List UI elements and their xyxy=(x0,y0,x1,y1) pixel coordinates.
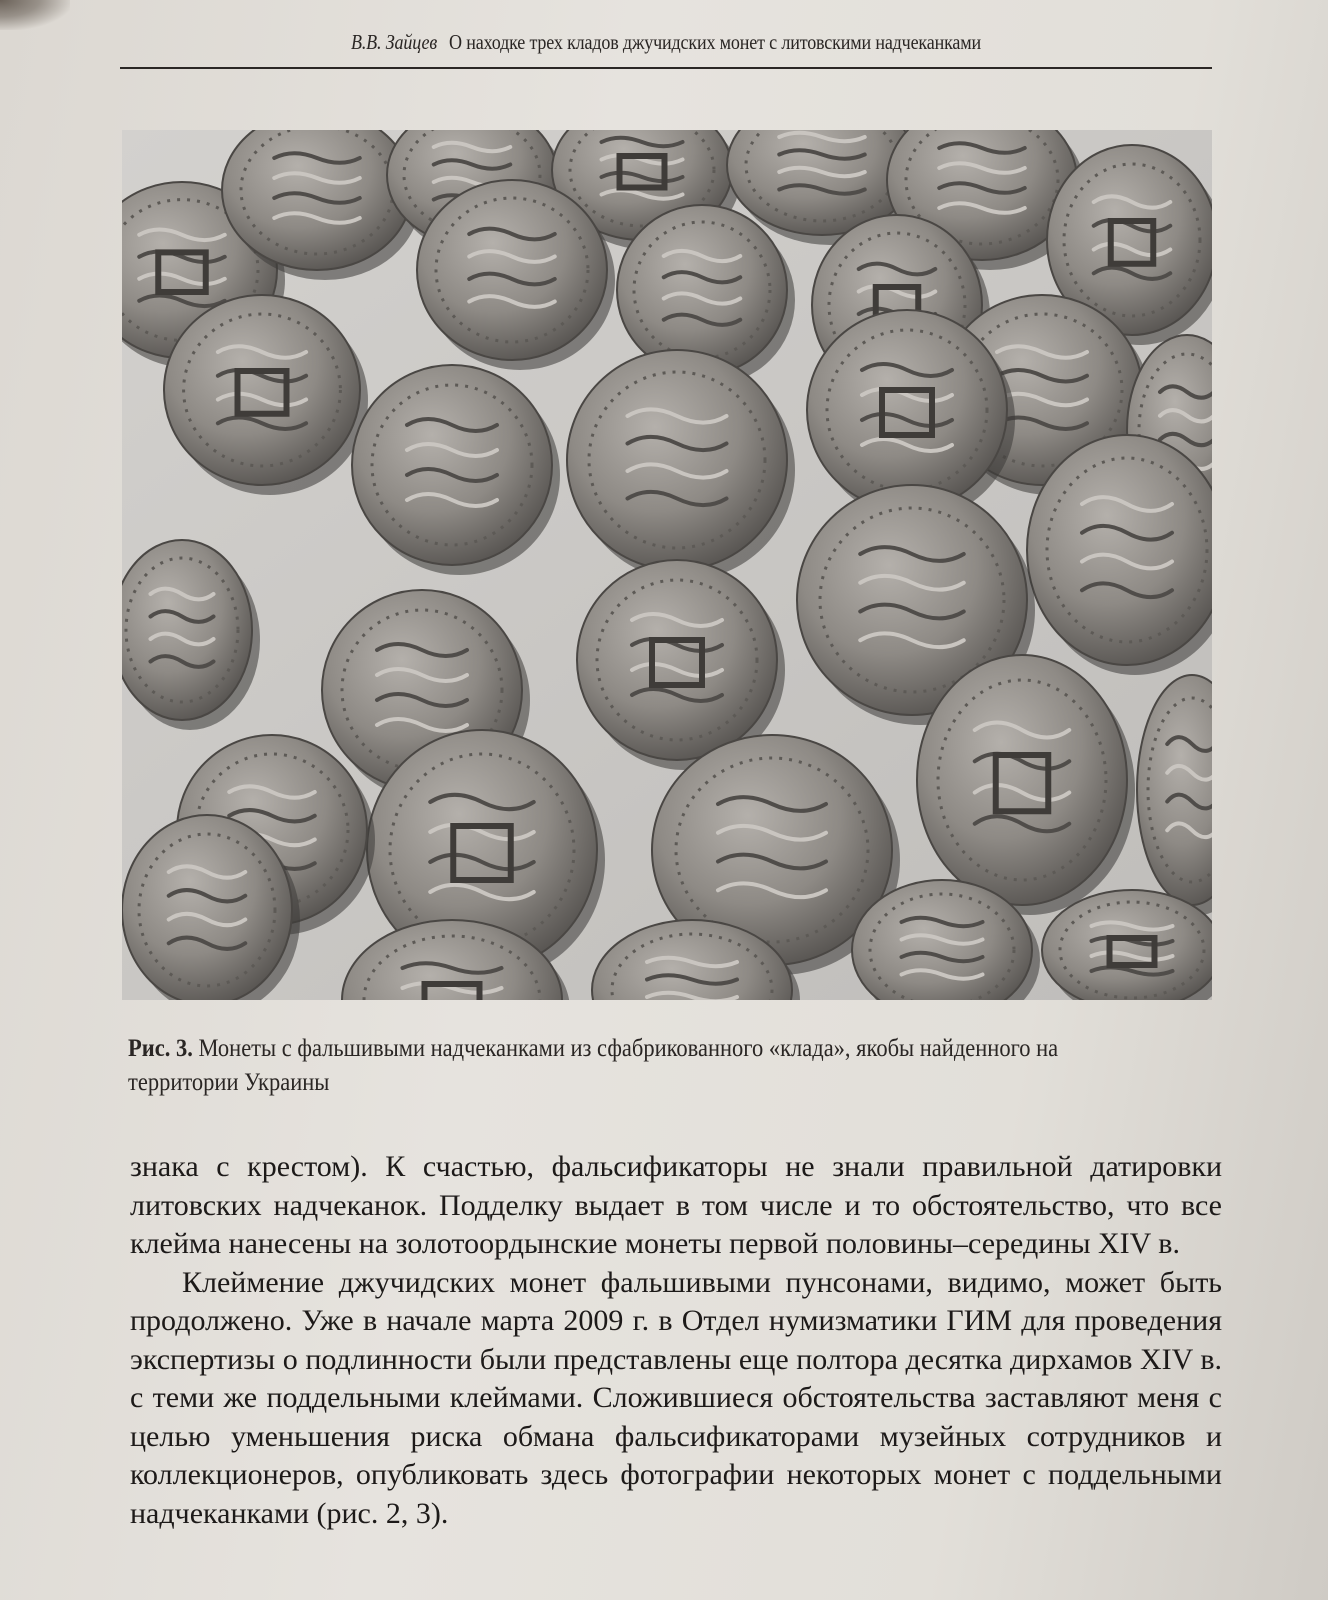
paragraph-1: знака с крестом). К счастью, фальсификаторы не знали правильной датировки литовских надчеканок. Подделку выдает в том числе и то обстоятельство, что все клейма нанесены на золотоордынские монеты первой половины–середины XIV в. xyxy=(130,1150,1222,1260)
paragraph-2: Клеймение джучидских монет фальшивыми пунсонами, видимо, может быть продолжено. Уже в начале марта 2009 г. в Отдел нумизматики ГИМ для проведения экспертизы о подлинности были представлены еще полтора десятка дирхамов XIV в. с теми же поддельными клеймами. Сложившиеся обстоятельства заставляют меня с целью уменьшения риска обмана фальсификаторами музейных сотрудников и коллекционеров, опубликовать здесь фотографии некоторых монет с поддельными надчеканками (рис. 2, 3). xyxy=(130,1265,1222,1530)
corner-shadow xyxy=(0,0,70,30)
running-head xyxy=(196,30,1135,55)
header-author: В.В. Зайцев xyxy=(350,30,438,54)
body-text xyxy=(130,1148,1222,1533)
header-rule xyxy=(120,67,1212,69)
coin-photo xyxy=(122,130,1212,1000)
header-title: О находке трех кладов джучидских монет с литовскими надчеканками xyxy=(449,30,982,54)
figure-caption-text: Монеты с фальшивыми надчеканками из сфабрикованного «клада», якобы найденного на территории Украины xyxy=(128,1035,1059,1096)
figure-label: Рис. 3. xyxy=(128,1035,193,1062)
figure-caption xyxy=(128,1032,1109,1100)
coin-photo-icon xyxy=(122,130,1212,1000)
